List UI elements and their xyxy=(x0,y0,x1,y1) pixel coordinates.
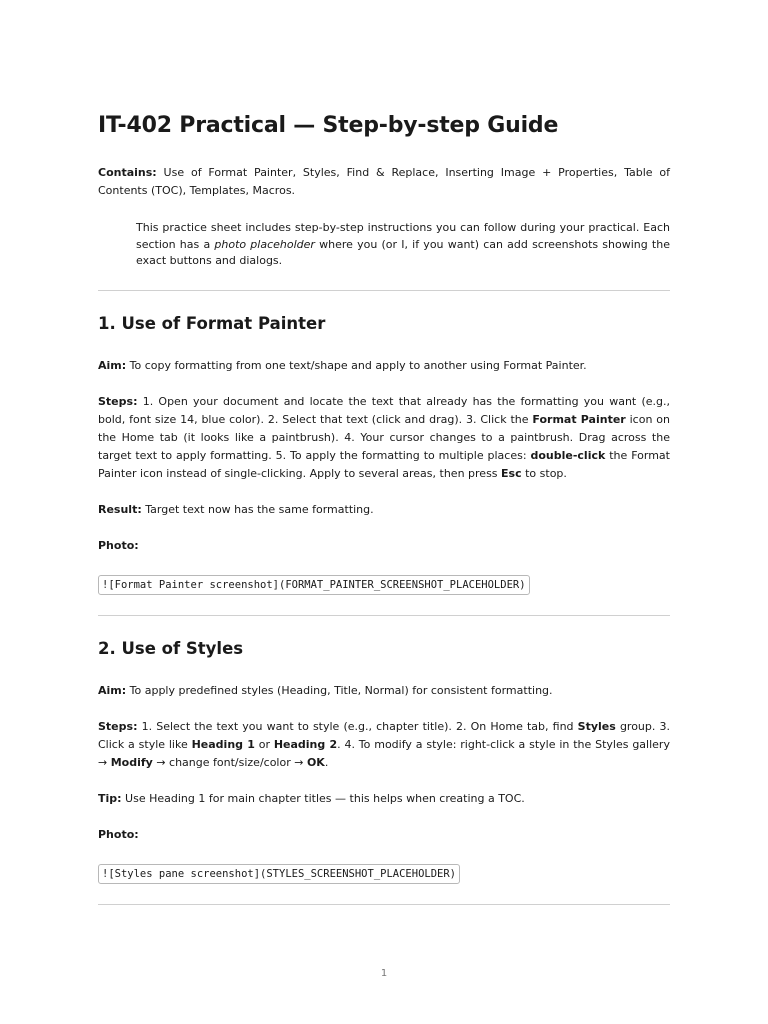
section2-photo-label xyxy=(98,826,670,844)
section2-photo-code: ![Styles pane screenshot](STYLES_SCREENSHOT_PLACEHOLDER) xyxy=(98,864,460,884)
section2-steps xyxy=(98,718,670,772)
section1-aim-label: Aim: xyxy=(98,358,127,372)
section2-steps-bold: Modify xyxy=(110,755,153,769)
section1-photo-placeholder xyxy=(98,573,670,605)
section2-aim xyxy=(98,682,670,700)
document-page xyxy=(98,110,670,905)
section2-tip-text: Use Heading 1 for main chapter titles — this helps when creating a TOC. xyxy=(121,791,525,805)
section2-steps-text: 1. Select the text you want to style (e.g., chapter title). 2. On Home tab, find xyxy=(137,719,578,733)
section2-steps-text: . 4. To modify a style: right-click a style in the Styles gallery → xyxy=(98,737,670,769)
section1-heading: 1. Use of Format Painter xyxy=(98,313,326,333)
section1-steps-label: Steps: xyxy=(98,394,138,408)
section-divider xyxy=(98,290,670,291)
section2-steps-text: group. 3. Click a style like xyxy=(98,719,671,751)
section1-steps-bold: double-click xyxy=(530,448,606,462)
contains-text: Use of Format Painter, Styles, Find & Replace, Inserting Image + Properties, Table of Contents (TOC), Templates, Macros. xyxy=(98,166,670,197)
intro-blockquote xyxy=(136,220,670,270)
page-number: 1 xyxy=(380,968,388,979)
section1-steps-text: the Format Painter icon instead of single-clicking. Apply to several areas, then press xyxy=(98,448,670,480)
section2-tip-label: Tip: xyxy=(98,791,122,805)
intro-text-2: where you (or I, if you want) can add screenshots showing the exact buttons and dialogs. xyxy=(136,237,670,267)
section2-aim-label: Aim: xyxy=(98,683,127,697)
section2-steps-bold: Heading 2 xyxy=(273,737,338,751)
section2-steps-bold: Styles xyxy=(577,719,616,733)
section2-heading: 2. Use of Styles xyxy=(98,638,244,658)
section-divider xyxy=(98,615,670,616)
section2-photo-label-text: Photo: xyxy=(98,827,139,841)
intro-emphasis: photo placeholder xyxy=(214,237,315,251)
section2-aim-text: To apply predefined styles (Heading, Title, Normal) for consistent formatting. xyxy=(126,683,553,697)
section1-steps-bold: Esc xyxy=(501,466,522,480)
intro-text-1: This practice sheet includes step-by-step instructions you can follow during your practical. Each section has a xyxy=(136,221,670,251)
section1-steps-bold: Format Painter xyxy=(532,412,626,426)
section-divider xyxy=(98,904,670,905)
document-title: IT-402 Practical — Step-by-step Guide xyxy=(98,113,559,138)
section1-result-text: Target text now has the same formatting. xyxy=(141,502,374,516)
section2-tip xyxy=(98,790,670,808)
section2-steps-text: → change font/size/color → xyxy=(152,755,307,769)
contains-label: Contains: xyxy=(98,166,157,179)
section1-result xyxy=(98,501,670,519)
section1-steps xyxy=(98,393,670,483)
contains-paragraph xyxy=(98,164,670,200)
section2-steps-bold: Heading 1 xyxy=(191,737,255,751)
section1-aim xyxy=(98,357,670,375)
section1-steps-text: 1. Open your document and locate the text that already has the formatting you want (e.g., bold, font size 14, blue color). 2. Select that text (click and drag). 3. Click the xyxy=(98,394,670,426)
section2-photo-placeholder xyxy=(98,862,670,894)
section1-steps-text: icon on the Home tab (it looks like a paintbrush). 4. Your cursor changes to a paintbrush. Drag across the target text to apply formatting. 5. To apply the formatting to multiple places: xyxy=(98,412,670,462)
section2-steps-text: or xyxy=(254,737,274,751)
intro-paragraph xyxy=(136,220,670,270)
section1-photo-code: ![Format Painter screenshot](FORMAT_PAINTER_SCREENSHOT_PLACEHOLDER) xyxy=(98,575,530,595)
section1-photo-label-text: Photo: xyxy=(98,538,139,552)
section2-steps-text: . xyxy=(324,755,329,769)
section1-steps-text: to stop. xyxy=(521,466,567,480)
section1-aim-text: To copy formatting from one text/shape and apply to another using Format Painter. xyxy=(126,358,587,372)
section1-result-label: Result: xyxy=(98,502,142,516)
section2-steps-bold: OK xyxy=(306,755,325,769)
section2-steps-label: Steps: xyxy=(98,719,138,733)
section1-photo-label xyxy=(98,537,670,555)
